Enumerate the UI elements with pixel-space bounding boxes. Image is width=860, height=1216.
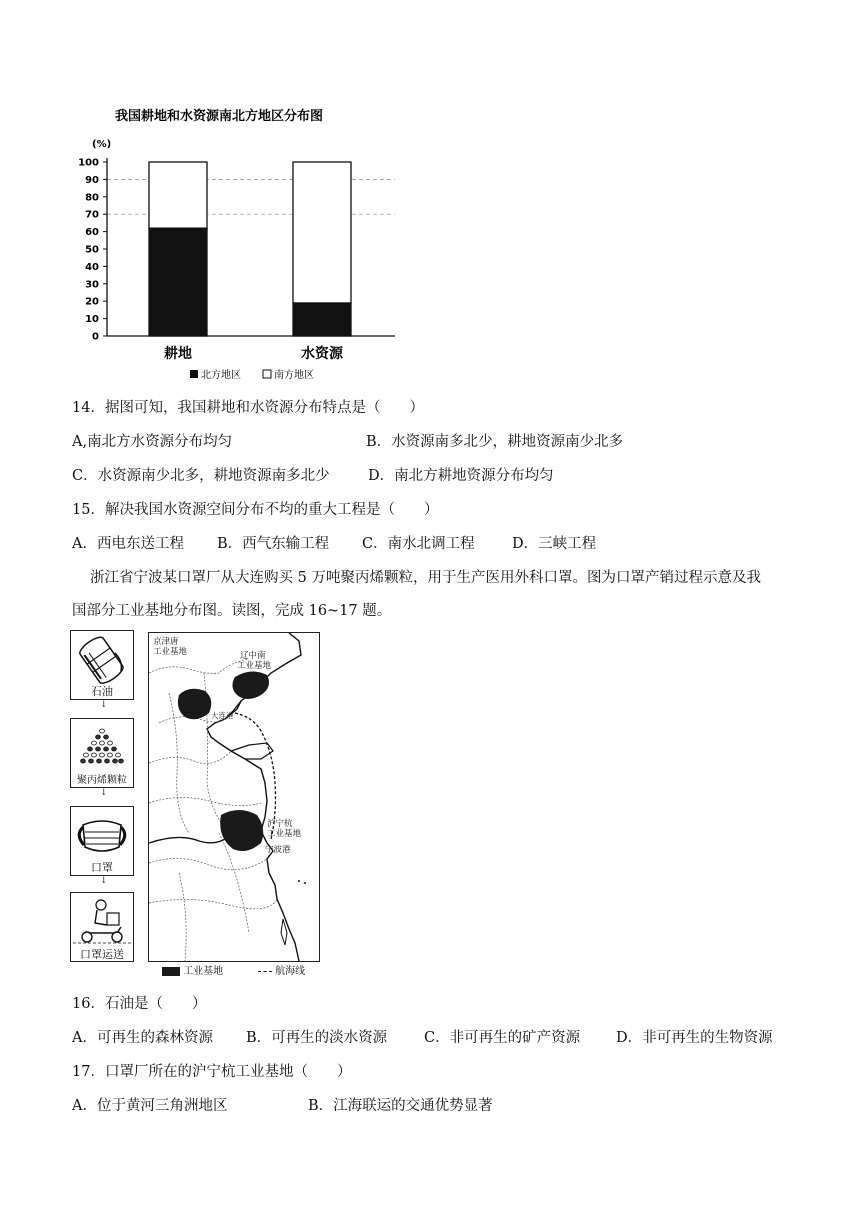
pellet <box>100 753 105 757</box>
flow-step-mask <box>70 806 134 876</box>
chart-title: 我国耕地和水资源南北方地区分布图 <box>115 109 324 124</box>
y-tick-label: 30 <box>85 279 99 291</box>
china-east-coast-map <box>149 633 319 961</box>
question-16-option-d[interactable]: D．非可再生的生物资源 <box>616 1030 773 1046</box>
pellet <box>97 759 102 763</box>
pellet <box>116 753 121 757</box>
y-tick-label: 10 <box>85 314 99 326</box>
chart-bars <box>149 162 351 336</box>
pellet <box>105 759 110 763</box>
bar-耕地-北方地区 <box>149 228 207 336</box>
map-legend-industry-label: 工业基地 <box>183 966 224 977</box>
flow-arrow-down-icon: ↓ <box>100 876 108 886</box>
pellet <box>104 735 109 739</box>
label-huninghang: 沪宁杭 工业基地 <box>267 819 302 839</box>
passage-line-2: 国部分工业基地分布图。读图，完成 16~17 题。 <box>72 603 392 619</box>
question-15-option-a[interactable]: A．西电东送工程 <box>72 536 184 552</box>
legend-swatch-north <box>190 370 198 378</box>
flow-arrow-down-icon: ↓ <box>100 788 108 798</box>
label-dalian-port: 大连港 <box>211 711 234 720</box>
pellet <box>81 759 86 763</box>
chart-x-categories <box>164 345 344 362</box>
bar-chart <box>60 100 400 390</box>
pellet <box>108 753 113 757</box>
pellet <box>89 759 94 763</box>
pellet <box>119 759 124 763</box>
bar-水资源-南方地区 <box>293 162 351 303</box>
label-jingjintang: 京津唐 工业基地 <box>153 637 188 657</box>
pellet <box>108 741 113 745</box>
x-category-label: 耕地 <box>164 346 192 362</box>
y-axis-unit: (%) <box>92 139 112 150</box>
question-14-option-c[interactable]: C．水资源南少北多，耕地资源南多北少 <box>72 468 330 484</box>
question-15-stem: 15．解决我国水资源空间分布不均的重大工程是（ ） <box>72 502 439 518</box>
industry-base-liaozhongnan <box>232 671 269 699</box>
chart-y-ticks <box>78 158 107 343</box>
map-legend-industry <box>162 962 223 977</box>
question-16-option-a[interactable]: A．可再生的森林资源 <box>72 1030 213 1046</box>
pellet <box>88 747 93 751</box>
pellet <box>96 747 101 751</box>
passage-line-1: 浙江省宁波某口罩厂从大连购买 5 万吨聚丙烯颗粒，用于生产医用外科口罩。图为口罩产销过程示意及我 <box>90 570 761 586</box>
chart-legend <box>190 368 314 381</box>
map-legend-route-label: 航海线 <box>275 966 306 977</box>
question-16-option-c[interactable]: C．非可再生的矿产资源 <box>424 1030 581 1046</box>
label-liaozhongnan: 辽中南 工业基地 <box>237 651 272 671</box>
y-tick-label: 60 <box>85 227 99 239</box>
y-tick-label: 70 <box>85 209 99 221</box>
bar-耕地-南方地区 <box>149 162 207 228</box>
flow-step-pellets-label: 聚丙烯颗粒 <box>77 775 127 786</box>
question-17-option-b[interactable]: B．江海联运的交通优势显著 <box>308 1098 493 1114</box>
flow-step-delivery <box>70 892 134 962</box>
question-15-option-d[interactable]: D．三峡工程 <box>512 536 597 552</box>
x-category-label: 水资源 <box>301 346 343 362</box>
production-flow-diagram <box>70 630 140 965</box>
flow-step-delivery-label: 口罩运送 <box>80 948 124 961</box>
question-17-option-a[interactable]: A．位于黄河三角洲地区 <box>72 1098 228 1114</box>
question-14-option-a[interactable]: A,南北方水资源分布均匀 <box>72 434 233 450</box>
pellet <box>100 729 105 733</box>
pellet <box>84 753 89 757</box>
pellet <box>112 747 117 751</box>
flow-step-mask-label: 口罩 <box>91 861 113 874</box>
question-17-stem: 17．口罩厂所在的沪宁杭工业基地（ ） <box>72 1064 352 1080</box>
y-tick-label: 50 <box>85 244 99 256</box>
flow-step-oil <box>70 630 134 700</box>
label-ningbo-port: 宁波港 <box>265 845 291 855</box>
question-14-option-d[interactable]: D．南北方耕地资源分布均匀 <box>368 468 554 484</box>
y-tick-label: 20 <box>85 296 99 308</box>
flow-step-oil-label: 石油 <box>91 685 113 698</box>
y-tick-label: 40 <box>85 261 99 273</box>
flow-step-pellets <box>70 718 134 788</box>
pellet <box>113 759 118 763</box>
legend-swatch-south <box>263 370 271 378</box>
pellet <box>92 741 97 745</box>
pellet <box>104 747 109 751</box>
legend-label-north: 北方地区 <box>201 370 241 381</box>
y-tick-label: 80 <box>85 192 99 204</box>
map-legend-route <box>258 962 305 977</box>
industry-base-jingjintang <box>178 689 211 720</box>
question-16-stem: 16．石油是（ ） <box>72 996 207 1012</box>
industrial-base-map <box>148 632 320 962</box>
question-14-stem: 14．据图可知，我国耕地和水资源分布特点是（ ） <box>72 400 424 416</box>
bar-水资源-北方地区 <box>293 303 351 336</box>
y-tick-label: 100 <box>78 157 99 169</box>
industry-base-huningHang <box>220 810 263 851</box>
pellet <box>92 753 97 757</box>
question-15-option-b[interactable]: B．西气东输工程 <box>217 536 330 552</box>
industry-swatch-icon <box>162 967 180 976</box>
pellet <box>100 741 105 745</box>
question-16-option-b[interactable]: B．可再生的淡水资源 <box>246 1030 388 1046</box>
y-tick-label: 90 <box>85 174 99 186</box>
legend-label-south: 南方地区 <box>274 370 314 381</box>
pellet <box>96 735 101 739</box>
question-14-option-b[interactable]: B．水资源南多北少，耕地资源南少北多 <box>366 434 624 450</box>
question-15-option-c[interactable]: C．南水北调工程 <box>362 536 475 552</box>
dashed-line-icon <box>258 971 272 972</box>
flow-arrow-down-icon: ↓ <box>100 700 108 710</box>
y-tick-label: 0 <box>92 331 99 343</box>
